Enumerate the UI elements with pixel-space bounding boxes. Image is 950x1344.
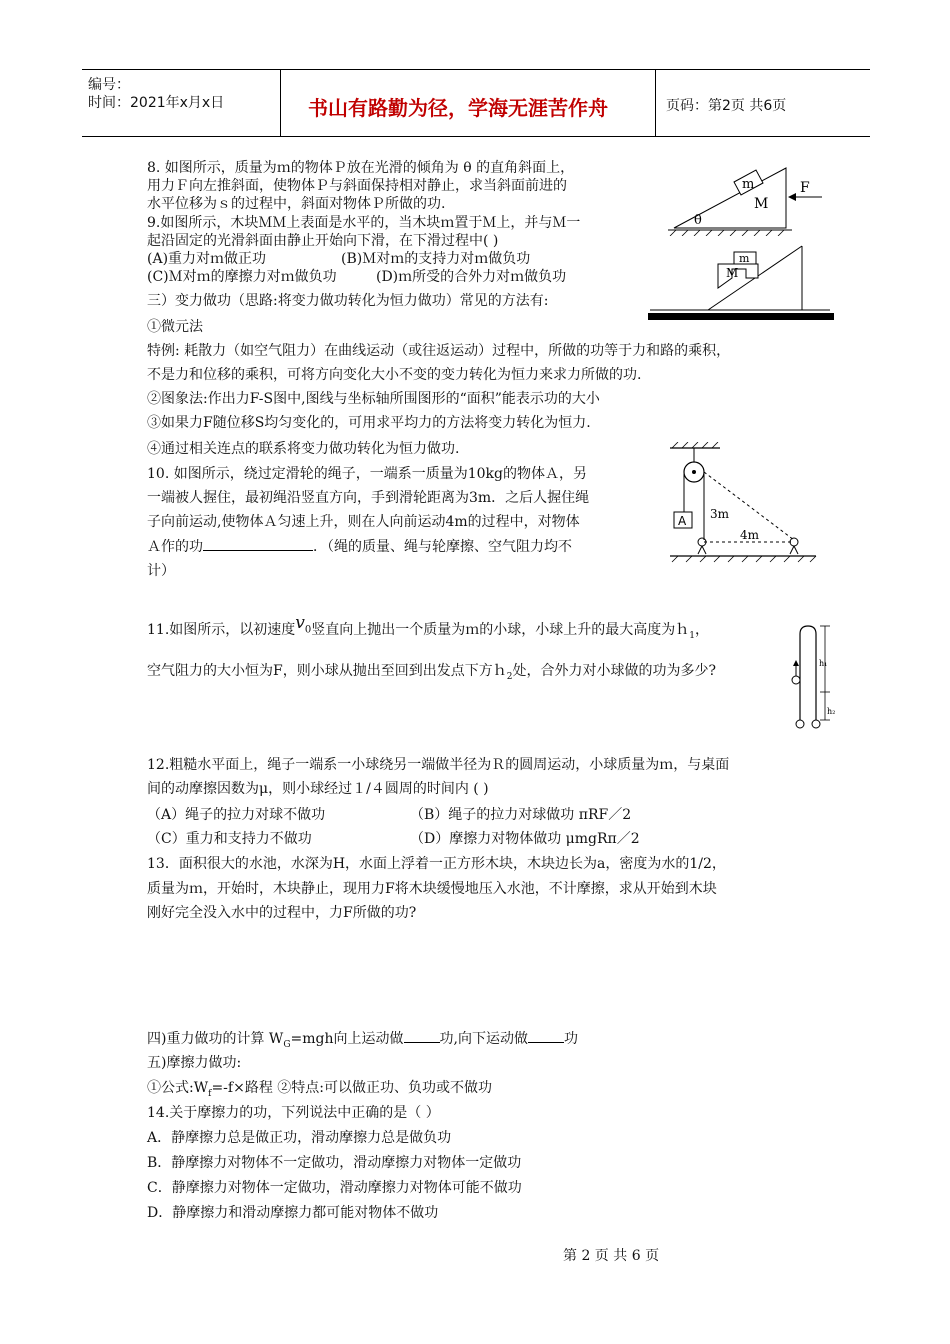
- q12-line-1: 12.粗糙水平面上，绳子一端系一小球绕另一端做半径为Ｒ的圆周运动，小球质量为ｍ，与桌面: [147, 757, 730, 773]
- q10-label-4m: 4m: [740, 528, 760, 542]
- q12-option-a: （A）绳子的拉力对球不做功: [147, 807, 326, 823]
- q9-line-2: 起沿固定的光滑斜面由静止开始向下滑，在下滑过程中( ): [147, 233, 499, 249]
- q14-option-a: A．静摩擦力总是做正功，滑动摩擦力总是做负功: [147, 1130, 452, 1146]
- section3-item-3: 不是力和位移的乘积，可将方向变化大小不变的变力转化为恒力来求力所做的功.: [147, 367, 642, 383]
- section4-blank-2[interactable]: [528, 1030, 564, 1043]
- q14-stem: 14.关于摩擦力的功，下列说法中正确的是（ ）: [147, 1105, 440, 1121]
- q8-line-3: 水平位移为ｓ的过程中，斜面对物体Ｐ所做的功.: [147, 196, 446, 212]
- section5-text-a: ①公式:W: [147, 1080, 209, 1096]
- page-header: [82, 69, 870, 137]
- q10-line-1: 10. 如图所示，绕过定滑轮的绳子，一端系一质量为10kg的物体Ａ，另: [147, 466, 587, 482]
- header-divider: [280, 70, 281, 136]
- q10-text-a: Ａ作的功: [147, 539, 203, 555]
- q10-label-3m: 3m: [710, 507, 730, 521]
- q12-option-c: （C）重力和支持力不做功: [147, 831, 312, 847]
- section5-text-b: =-f×路程 ②特点:可以做正功、负功或不做功: [211, 1080, 492, 1096]
- q11-text-c: ，: [694, 622, 709, 638]
- section3-item-2: 特例: 耗散力（如空气阻力）在曲线运动（或往返运动）过程中，所做的功等于力和路的乘积，: [147, 343, 731, 359]
- q11-v0-sub: 0: [304, 624, 312, 636]
- section4-text-b: =mgh向上运动做: [290, 1031, 404, 1047]
- q11-v0: [295, 613, 312, 636]
- q8-line-1: 8. 如图所示，质量为ｍ的物体Ｐ放在光滑的倾角为 θ 的直角斜面上，: [147, 160, 575, 176]
- section3-item-6: ④通过相关连点的联系将变力做功转化为恒力做功.: [147, 441, 460, 457]
- header-divider: [655, 70, 656, 136]
- q11-text-e: 处，合外力对小球做的功为多少?: [512, 663, 716, 679]
- q11-line-1: [147, 613, 709, 645]
- q14-option-b: B．静摩擦力对物体不一定做功，滑动摩擦力对物体一定做功: [147, 1155, 522, 1171]
- q8-line-2: 用力Ｆ向左推斜面，使物体Ｐ与斜面保持相对静止，求当斜面前进的: [147, 178, 567, 194]
- q11-h1-sub: 1: [689, 630, 695, 641]
- q8-label-m: m: [742, 177, 755, 192]
- section5-sub: f: [208, 1088, 212, 1099]
- q11-text-a: 11.如图所示，以初速度: [147, 622, 296, 638]
- q8-label-theta: θ: [694, 213, 702, 228]
- q9-option-b: (B)Ｍ对ｍ的支持力对ｍ做负功: [341, 251, 531, 267]
- q8-label-F: F: [800, 180, 810, 196]
- q9-line-1: 9.如图所示，木块ＭＭ上表面是水平的，当木块ｍ置于Ｍ上，并与Ｍ一: [147, 215, 581, 231]
- section3-title: 三）变力做功（思路:将变力做功转化为恒力做功）常见的方法有:: [147, 293, 549, 309]
- q9-option-c: (C)Ｍ对ｍ的摩擦力对ｍ做负功: [147, 269, 337, 285]
- q10-pulley-figure: [664, 442, 826, 566]
- q9-label-m: m: [739, 252, 750, 265]
- q13-line-2: 质量为ｍ，开始时，木块静止，现用力F将木块缓慢地压入水池，不计摩擦，求从开始到木块: [147, 881, 717, 897]
- section4-line: [147, 1030, 578, 1054]
- q14-option-d: D．静摩擦力和滑动摩擦力都可能对物体不做功: [147, 1205, 439, 1221]
- q10-line-4: [147, 538, 572, 556]
- q11-line-2: [147, 662, 716, 686]
- q11-v0-symbol: v: [295, 613, 305, 633]
- q9-option-a: (A)重力对ｍ做正功: [147, 251, 267, 267]
- q9-option-d: (D)ｍ所受的合外力对ｍ做负功: [376, 269, 567, 285]
- section4-sub: G: [283, 1039, 291, 1050]
- q10-line-5: 计）: [147, 563, 175, 579]
- q12-option-b: （B）绳子的拉力对球做功 πRF／2: [410, 807, 632, 823]
- section4-blank-1[interactable]: [404, 1030, 440, 1043]
- q13-line-3: 刚好完全没入水中的过程中，力F所做的功?: [147, 905, 417, 921]
- q10-answer-blank[interactable]: [203, 538, 313, 551]
- q11-text-b: 竖直向上抛出一个质量为ｍ的小球，小球上升的最大高度为ｈ: [311, 622, 690, 638]
- page-number-label: 页码：第2页 共6页: [666, 98, 787, 114]
- q11-text-d: 空气阻力的大小恒为F，则小球从抛出至回到出发点下方ｈ: [147, 663, 507, 679]
- q9-label-M: M: [726, 266, 739, 280]
- section5-title: 五)摩擦力做功:: [147, 1055, 242, 1071]
- q10-label-A: A: [678, 514, 687, 528]
- section4-text-d: 功: [563, 1031, 578, 1047]
- q12-option-d: （D）摩擦力对物体做功 μmgRπ／2: [410, 831, 640, 847]
- section4-text-a: 四)重力做功的计算 W: [147, 1031, 284, 1047]
- q12-line-2: 间的动摩擦因数为μ，则小球经过１/４圆周的时间内 ( ): [147, 781, 489, 797]
- q11-label-h1: h₁: [819, 659, 828, 668]
- q9-incline-figure: [648, 238, 834, 326]
- section5-formula: [147, 1079, 492, 1103]
- q8-label-M: M: [754, 196, 769, 212]
- q10-line-2: 一端被人握住，最初绳沿竖直方向，手到滑轮距离为3m．之后人握住绳: [147, 490, 590, 506]
- section3-item-1: ①微元法: [147, 319, 203, 335]
- serial-label: 编号：: [88, 77, 130, 93]
- header-motto: 书山有路勤为径，学海无涯苦作舟: [308, 96, 608, 120]
- q14-option-c: C．静摩擦力对物体一定做功，滑动摩擦力对物体可能不做功: [147, 1180, 522, 1196]
- footer-page-number: 第 2 页 共 6 页: [563, 1248, 660, 1264]
- section3-item-4: ②图象法:作出力F-S图中,图线与坐标轴所围图形的“面积”能表示功的大小: [147, 391, 600, 407]
- q11-ball-figure: [786, 620, 836, 732]
- section3-item-5: ③如果力F随位移S均匀变化的，可用求平均力的方法将变力转化为恒力.: [147, 415, 591, 431]
- q8-incline-figure: [668, 150, 840, 236]
- time-label: 时间：2021年x月x日: [88, 95, 225, 111]
- q10-text-b: ．（绳的质量、绳与轮摩擦、空气阻力均不: [313, 539, 572, 555]
- q13-line-1: 13．面积很大的水池，水深为H，水面上浮着一正方形木块，木块边长为a，密度为水的1/2，: [147, 856, 726, 872]
- q11-label-h2: h₂: [827, 707, 836, 716]
- q10-line-3: 子向前运动,使物体Ａ匀速上升，则在人向前运动4m的过程中，对物体: [147, 514, 580, 530]
- section4-text-c: 功,向下运动做: [439, 1031, 528, 1047]
- q11-h2-sub: 2: [506, 671, 513, 682]
